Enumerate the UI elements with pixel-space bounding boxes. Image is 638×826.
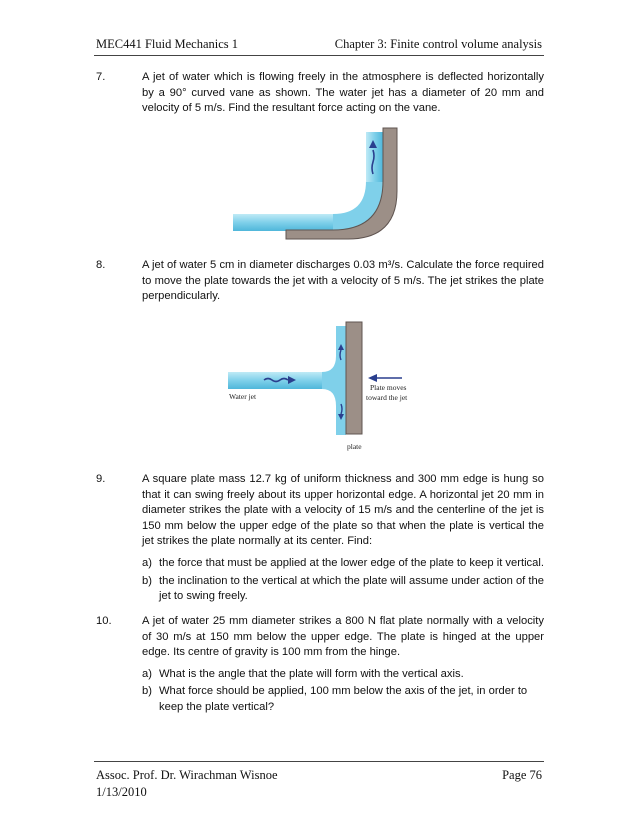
footer-author: Assoc. Prof. Dr. Wirachman Wisnoe [96,768,278,782]
part-text: What force should be applied, 100 mm below the axis of the jet, in order to keep the plate vertical? [159,685,528,713]
plate-label: plate [347,442,362,451]
water-jet-label: Water jet [229,392,257,401]
footer-date: 1/13/2010 [96,785,147,799]
plate-moves-label-1: Plate moves [370,383,407,392]
question-part [142,667,544,683]
footer-rule [94,761,544,762]
question-text: A square plate mass 12.7 kg of uniform thickness and 300 mm edge is hung so that it can swing freely about its upper horizontal edge. A horizontal jet 20 mm in diameter strikes the plate with a velocity of 15 m/s and the centerline of the jet is 150 mm below the upper edge of the plate so that when the plate is vertical the jet strikes the plate normally at its center. Find: [142,473,544,548]
water-jet [228,372,324,389]
plate-moves-arrow-head-icon [368,374,377,382]
header-course: MEC441 Fluid Mechanics 1 [96,37,239,51]
header-chapter: Chapter 3: Finite control volume analysis [334,37,542,51]
plate-moves-label-2: toward the jet [366,393,408,402]
part-label: a) [142,667,152,680]
question-9 [96,472,544,605]
curved-vane-figure [230,126,415,244]
question-10 [96,614,544,716]
question-number: 10. [96,615,112,627]
question-part [142,556,544,572]
question-part [142,684,544,715]
question-8 [96,258,544,305]
question-text: A jet of water 25 mm diameter strikes a 800 N flat plate normally with a velocity of 30 m/s at 150 mm below the upper edge. The plate is hinged at the upper edge. Its centre of gravity is 100 mm from the hinge. [142,615,544,659]
plate [346,322,362,434]
part-label: b) [142,685,152,698]
question-number: 8. [96,259,106,271]
part-text: the force that must be applied at the lower edge of the plate to keep it vertical. [159,556,544,569]
part-label: a) [142,556,152,569]
footer-page: Page 76 [502,768,542,782]
question-text: A jet of water 5 cm in diameter discharges 0.03 m³/s. Calculate the force required to move the plate towards the jet with a velocity of 5 m/s. The jet strikes the plate perpendicularly. [142,259,544,303]
question-part [142,574,544,605]
part-label: b) [142,574,152,587]
question-number: 7. [96,71,106,83]
header-rule [94,55,544,56]
water-jet-horizontal [233,214,333,231]
question-7 [96,70,544,117]
part-text: the inclination to the vertical at which the plate will assume under action of the jet to swing freely. [159,574,544,603]
water-spread [322,326,346,435]
question-number: 9. [96,473,106,485]
jet-plate-figure [226,320,416,455]
part-text: What is the angle that the plate will form with the vertical axis. [159,667,464,680]
question-text: A jet of water which is flowing freely in the atmosphere is deflected horizontally by a 90° curved vane as shown. The water jet has a diameter of 20 mm and velocity of 5 m/s. Find the resultant force acting on the vane. [142,71,544,115]
